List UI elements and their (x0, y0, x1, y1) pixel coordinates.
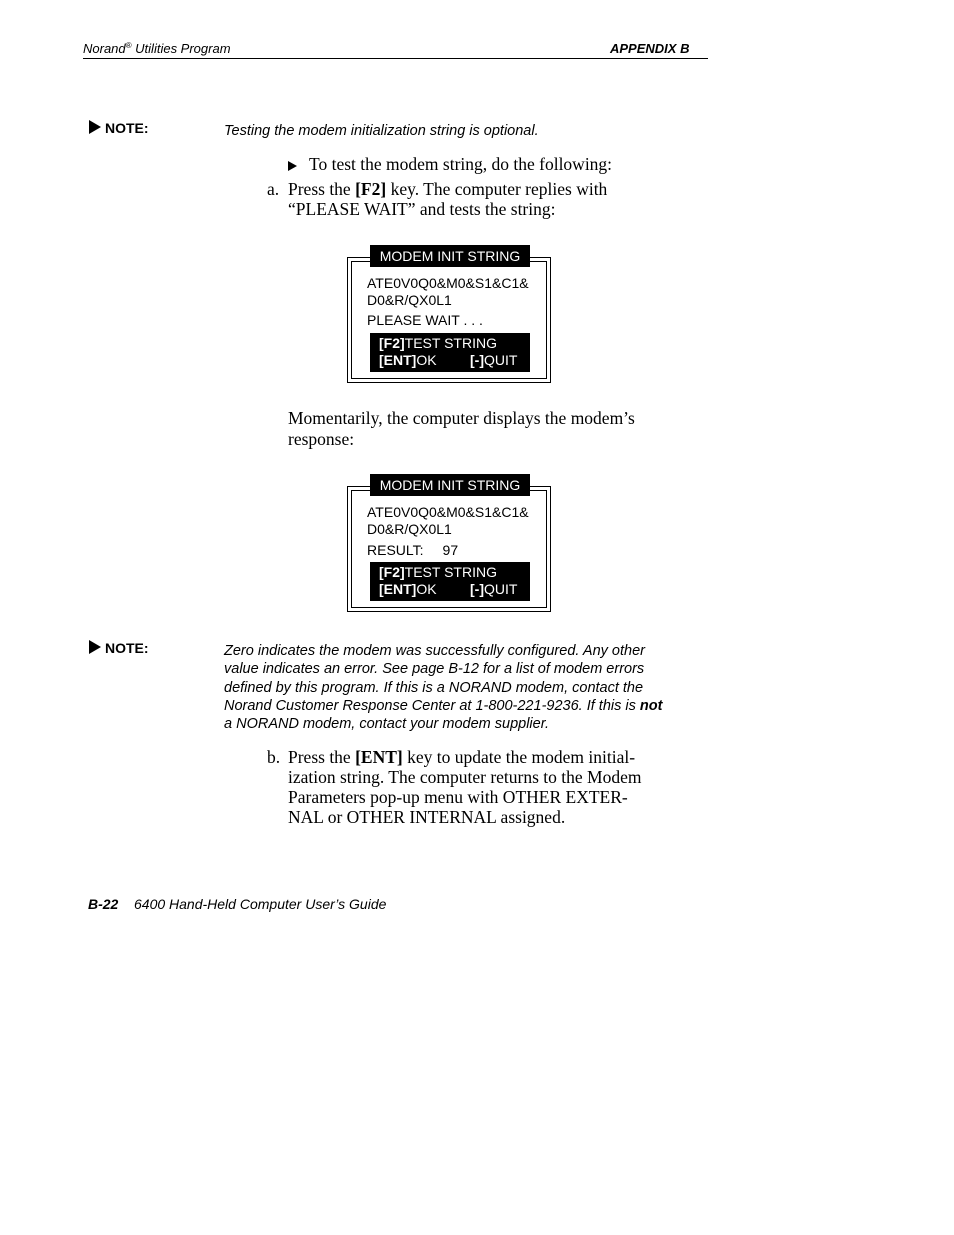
momentarily-line1: Momentarily, the computer displays the modem’s (288, 408, 635, 428)
note-tag (89, 640, 149, 656)
header-rule (83, 58, 708, 59)
momentarily-paragraph (288, 408, 635, 449)
running-header-right: APPENDIX B (610, 41, 690, 56)
page-number: B-22 (88, 896, 119, 912)
key-minus-label: QUIT (484, 352, 518, 368)
note2-emphasis: not (639, 697, 663, 714)
softkey-quit (470, 352, 517, 369)
key-minus: [-] (470, 352, 484, 368)
init-string-line2: D0&R/QX0L1 (367, 292, 452, 308)
ent-key-ref: [ENT] (355, 747, 403, 767)
header-section: Utilities Program (135, 41, 231, 56)
note2-line4-text: Norand Customer Response Center at 1-800-221-9236. If this is (224, 697, 640, 714)
step-a-pre: Press the (288, 179, 356, 199)
note-tag (89, 120, 149, 136)
note-label: NOTE: (105, 640, 149, 656)
key-f2-label: TEST STRING (404, 564, 497, 580)
step-b-line3: Parameters pop-up menu with OTHER EXTER- (288, 787, 628, 807)
step-a-line2: “PLEASE WAIT” and tests the string: (288, 199, 556, 219)
key-f2-label: TEST STRING (404, 335, 497, 351)
softkey-test-string (379, 564, 497, 581)
procedure-intro (288, 154, 612, 174)
screen-title: MODEM INIT STRING (370, 474, 530, 496)
softkey-bar (370, 562, 530, 601)
f2-key-ref: [F2] (355, 179, 387, 199)
step-b-line1 (288, 747, 708, 767)
result-label: RESULT: (367, 542, 424, 558)
screen-title: MODEM INIT STRING (370, 245, 530, 267)
softkey-bar (370, 333, 530, 372)
key-ent-label: OK (416, 581, 437, 597)
init-string-line2: D0&R/QX0L1 (367, 521, 452, 537)
softkey-ok (379, 352, 437, 369)
screen-result (347, 477, 551, 612)
step-b-line2: ization string. The computer returns to the Modem (288, 767, 642, 787)
key-f2: [F2] (379, 564, 405, 580)
note-text: Testing the modem initialization string is optional. (224, 123, 539, 139)
step-a-post: key. The computer replies with (386, 179, 608, 199)
header-brand: Norand (83, 41, 126, 56)
note2-line2: value indicates an error. See page B-12 for a list of modem errors (224, 661, 645, 678)
key-f2: [F2] (379, 335, 405, 351)
step-b-post: key to update the modem initial- (402, 747, 636, 767)
key-ent: [ENT] (379, 352, 417, 368)
note2-line1: Zero indicates the modem was successfully configured. Any other (224, 643, 645, 659)
note-arrow-icon (89, 120, 101, 134)
softkey-ok (379, 581, 437, 598)
step-a-text (288, 179, 708, 219)
note-label: NOTE: (105, 120, 149, 136)
step-b-marker: b. (267, 747, 281, 767)
key-ent-label: OK (416, 352, 437, 368)
step-b-line4: NAL or OTHER INTERNAL assigned. (288, 807, 566, 827)
note2-line5: a NORAND modem, contact your modem supplier. (224, 716, 550, 733)
momentarily-line2: response: (288, 429, 355, 449)
note-text (224, 642, 704, 733)
step-b-text (288, 747, 708, 827)
init-string-line1: ATE0V0Q0&M0&S1&C1& (367, 275, 529, 291)
note2-line3: defined by this program. If this is a NORAND modem, contact the (224, 679, 644, 696)
procedure-intro-text: To test the modem string, do the following: (309, 154, 613, 174)
bullet-arrow-icon (288, 161, 297, 171)
step-a-line1 (288, 179, 708, 199)
screen-please-wait (347, 248, 551, 383)
running-header-left (83, 41, 231, 56)
status-text: PLEASE WAIT . . . (367, 312, 483, 328)
softkey-quit (470, 581, 517, 598)
step-b-pre: Press the (288, 747, 356, 767)
footer-title: 6400 Hand-Held Computer User’s Guide (134, 896, 387, 912)
key-minus-label: QUIT (484, 581, 518, 597)
note2-line4 (224, 697, 704, 715)
result-value: 97 (442, 542, 459, 558)
step-a-marker: a. (267, 179, 280, 199)
result-row (367, 542, 458, 559)
key-ent: [ENT] (379, 581, 417, 597)
note-arrow-icon (89, 640, 101, 654)
init-string-line1: ATE0V0Q0&M0&S1&C1& (367, 504, 529, 520)
key-minus: [-] (470, 581, 484, 597)
softkey-test-string (379, 335, 497, 352)
registered-mark: ® (125, 41, 132, 50)
